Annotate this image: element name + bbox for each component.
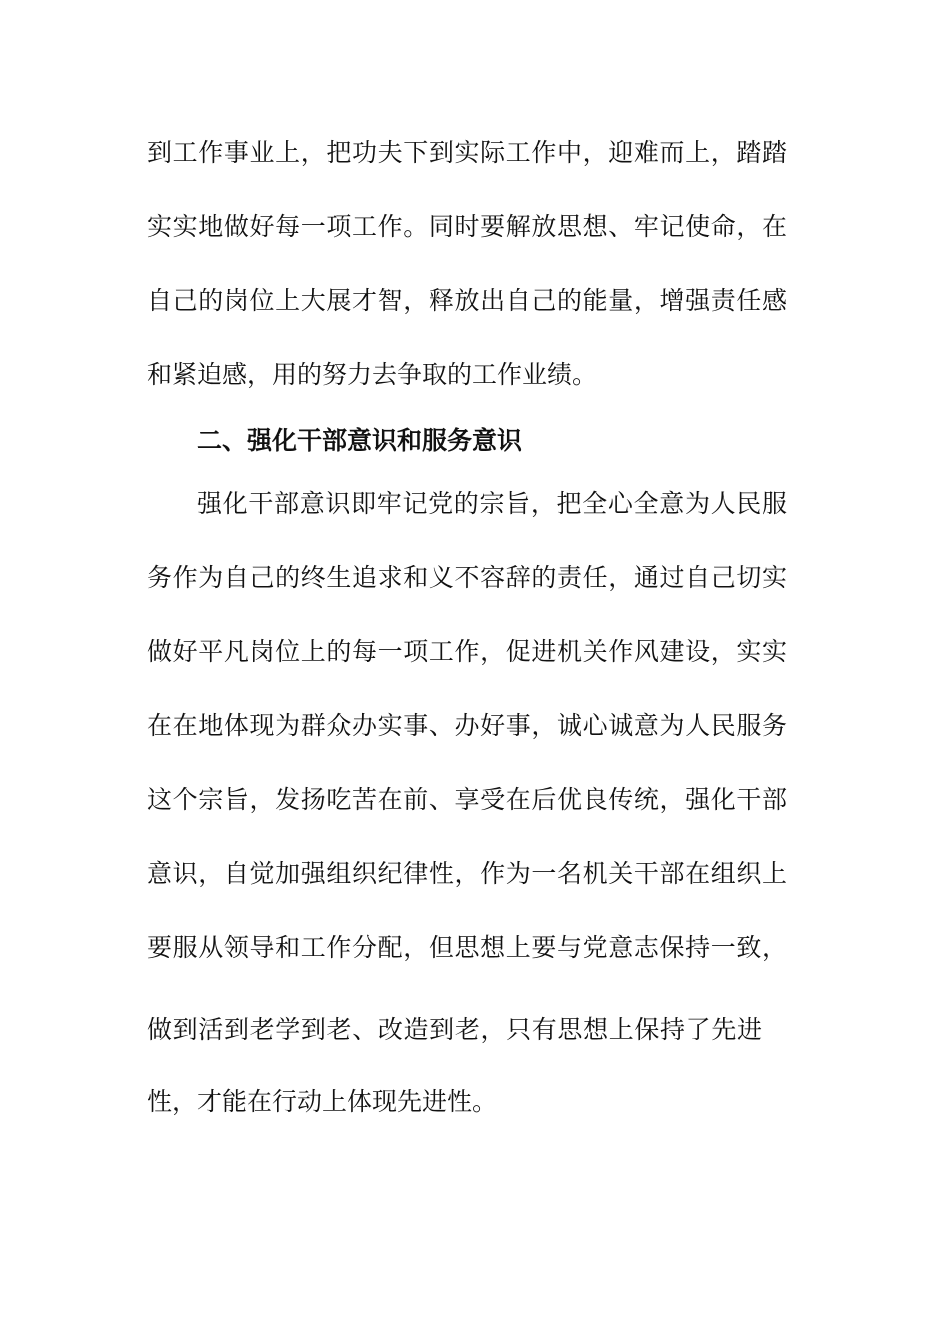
paragraph-line-5: 强化干部意识即牢记党的宗旨，把全心全意为人民服 (197, 489, 787, 518)
paragraph-line-8: 在在地体现为群众办实事、办好事，诚心诚意为人民服务 (147, 711, 787, 740)
paragraph-line-10: 意识，自觉加强组织纪律性，作为一名机关干部在组织上 (147, 859, 787, 888)
paragraph-line-6: 务作为自己的终生追求和义不容辞的责任，通过自己切实 (147, 563, 787, 592)
paragraph-line-12: 做到活到老学到老、改造到老，只有思想上保持了先进 (147, 1015, 762, 1044)
paragraph-line-1: 到工作事业上，把功夫下到实际工作中，迎难而上，踏踏 (147, 138, 787, 167)
paragraph-line-9: 这个宗旨，发扬吃苦在前、享受在后优良传统，强化干部 (147, 785, 787, 814)
paragraph-line-4: 和紧迫感，用的努力去争取的工作业绩。 (147, 360, 598, 389)
section-heading: 二、强化干部意识和服务意识 (197, 426, 523, 455)
paragraph-line-3: 自己的岗位上大展才智，释放出自己的能量，增强责任感 (147, 286, 787, 315)
paragraph-line-13: 性，才能在行动上体现先进性。 (147, 1087, 498, 1116)
paragraph-line-11: 要服从领导和工作分配，但思想上要与党意志保持一致， (147, 933, 787, 962)
paragraph-line-2: 实实地做好每一项工作。同时要解放思想、牢记使命，在 (147, 212, 787, 241)
paragraph-line-7: 做好平凡岗位上的每一项工作，促进机关作风建设，实实 (147, 637, 787, 666)
